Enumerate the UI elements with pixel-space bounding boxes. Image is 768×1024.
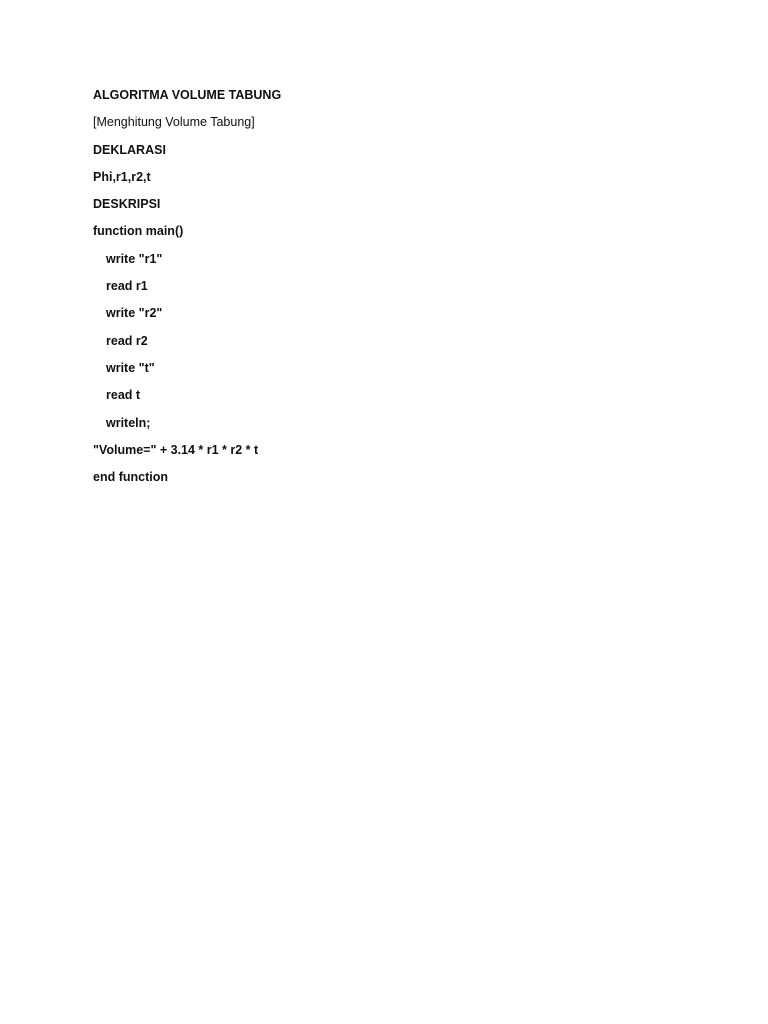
code-line-write-r1: write "r1"	[106, 251, 163, 266]
variables-line: Phi,r1,r2,t	[93, 169, 151, 184]
function-header: function main()	[93, 224, 184, 239]
document-title: ALGORITMA VOLUME TABUNG	[93, 88, 282, 102]
code-line-write-t: write "t"	[106, 360, 155, 375]
description-heading: DESKRIPSI	[93, 197, 161, 212]
declaration-heading: DEKLARASI	[93, 142, 166, 157]
document-subtitle: [Menghitung Volume Tabung]	[93, 115, 255, 130]
document-body	[93, 86, 281, 495]
code-line-read-t: read t	[106, 388, 141, 403]
code-line-volume-expression: "Volume=" + 3.14 * r1 * r2 * t	[93, 442, 259, 457]
code-line-end-function: end function	[93, 470, 168, 485]
code-line-writeln: writeln;	[106, 415, 151, 430]
code-line-write-r2: write "r2"	[106, 306, 163, 321]
code-line-read-r1: read r1	[106, 279, 148, 294]
code-line-read-r2: read r2	[106, 333, 148, 348]
